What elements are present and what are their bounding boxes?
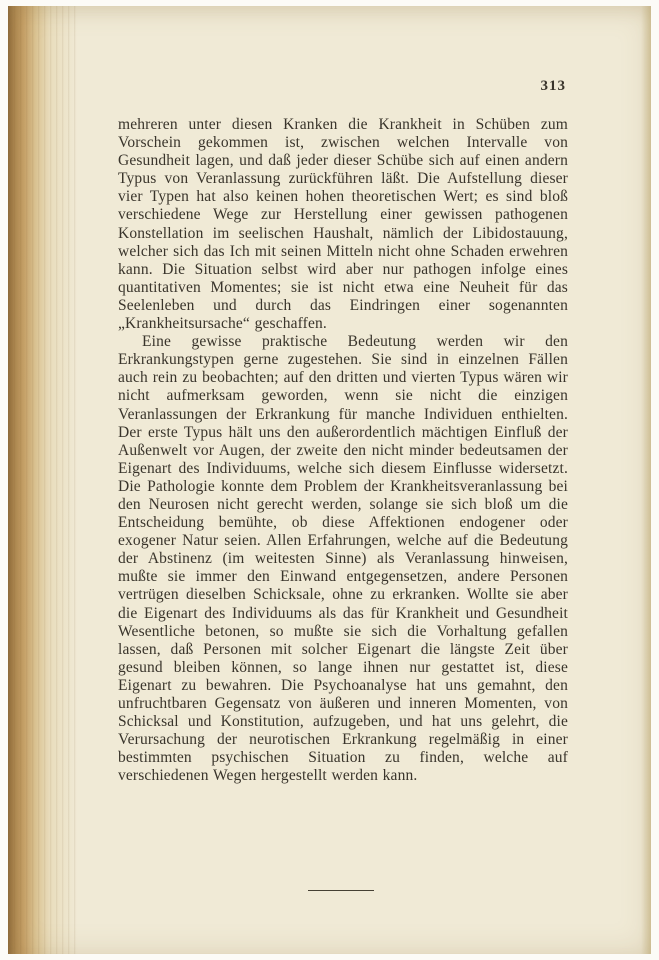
body-paragraph: Eine gewisse praktische Bedeutung werden wir den Erkrankungstypen gerne zugestehen. Sie sind in einzelnen Fällen auch rein zu beobachten; auf den dritten und vierten Typus wären wir nicht aufmerksam geworden, wenn sie nicht die einzigen Veranlassungen der Erkrankung für manche Individuen enthielten. Der erste Typus hält uns den außerordentlich mächtigen Einfluß der Außenwelt vor Augen, der zweite den nicht minder bedeutsamen der Eigenart des Individuums, welche sich diesem Einflusse widersetzt. Die Pathologie konnte dem Problem der Krankheitsveranlassung bei den Neurosen nicht gerecht werden, solange sie sich bloß um die Entscheidung bemühte, ob diese Affektionen endogener oder exogener Natur seien. Allen Erfahrungen, welche auf die Bedeutung der Abstinenz (im weitesten Sinne) als Veranlassung hinweisen, mußte sie immer den Einwand entgegensetzen, andere Personen vertrügen dieselben Schicksale, ohne zu erkranken. Wollte sie aber die Eigenart des Individuums als das für Krankheit und Gesundheit Wesentliche betonen, so mußte sie sich die Vorhaltung gefallen lassen, daß Personen mit solcher Eigenart die längste Zeit über gesund bleiben können, so lange ihnen nur gestattet ist, diese Eigenart zu bewahren. Die Psychoanalyse hat uns gemahnt, den unfruchtbaren Gegensatz von äußeren und inneren Momenten, von Schicksal und Konstitution, aufzugeben, und hat uns gelehrt, die Verursachung der neurotischen Erkrankung regelmäßig in einer bestimmten psychischen Situation zu finden, welche auf verschiedenen Wegen hergestellt werden kann. xyxy=(118,333,568,785)
section-separator xyxy=(308,890,374,891)
page-number: 313 xyxy=(540,78,566,94)
binding-edge xyxy=(8,6,78,954)
page-right-edge xyxy=(641,6,651,954)
body-text xyxy=(118,116,568,785)
book-page xyxy=(8,6,651,954)
body-paragraph: mehreren unter diesen Kranken die Krankheit in Schüben zum Vorschein gekommen ist, zwischen welchen Intervalle von Gesundheit lagen, und daß jeder dieser Schübe sich auf einen andern Typus von Veranlassung zurückführen läßt. Die Aufstellung dieser vier Typen hat also keinen hohen theoretischen Wert; es sind bloß verschiedene Wege zur Herstellung einer gewissen pathogenen Konstellation im seelischen Haushalt, nämlich der Libidostauung, welcher sich das Ich mit seinen Mitteln nicht ohne Schaden erwehren kann. Die Situation selbst wird aber nur pathogen infolge eines quantitativen Momentes; sie ist nicht etwa eine Neuheit für das Seelenleben und durch das Eindringen einer sogenannten „Krankheitsursache“ geschaffen. xyxy=(118,116,568,333)
